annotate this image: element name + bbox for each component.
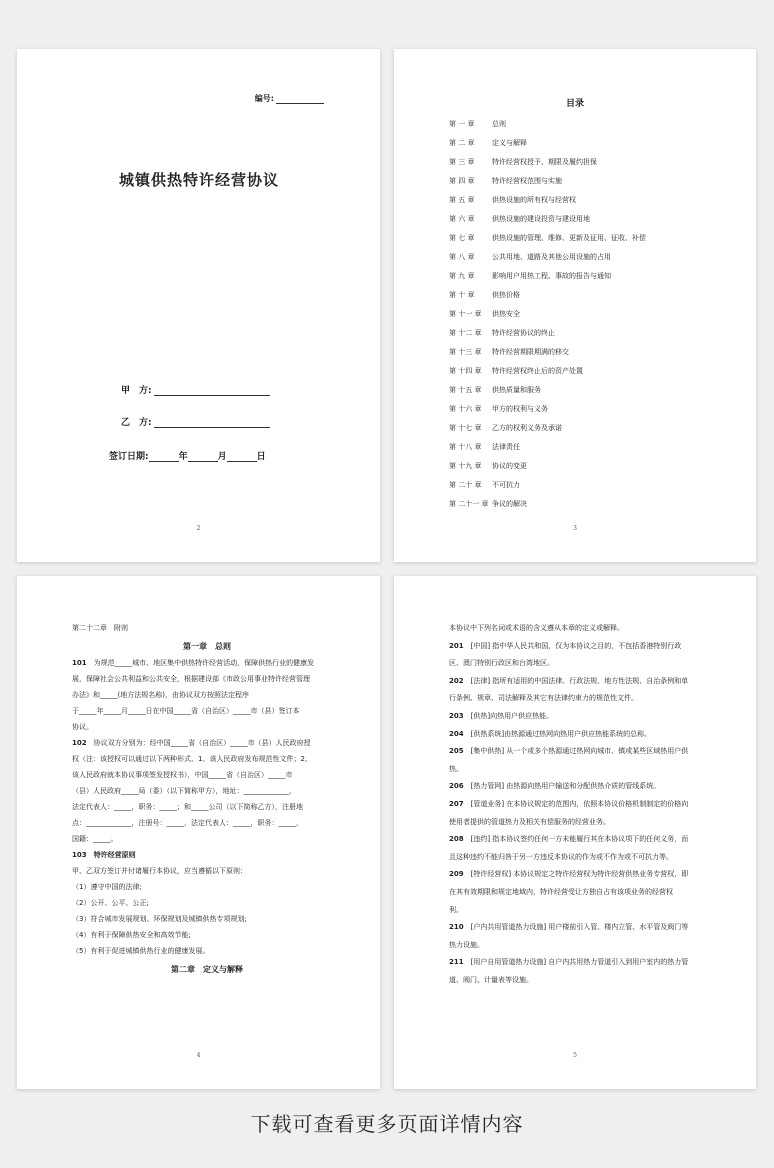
- principle-item: （2）公开、公平、公正;: [72, 899, 149, 907]
- definition-208: 208 [违约] 指本协议签约任何一方未能履行其在本协议项下的任何义务，而: [449, 835, 689, 844]
- toc-chapter-number: 第 十二 章: [449, 329, 482, 337]
- toc-page: [394, 49, 756, 562]
- toc-chapter-title: 协议的变更: [492, 462, 527, 470]
- text-line: 国籍：_____。: [72, 835, 118, 843]
- principle-item: （4）有利于保障供热安全和高效节能;: [72, 931, 191, 939]
- toc-chapter-title: 甲方的权利与义务: [492, 405, 548, 413]
- toc-chapter-number: 第 二 章: [449, 139, 475, 147]
- sign-date-field: 签订日期: 年 月 日: [109, 452, 266, 462]
- toc-item: [449, 234, 646, 253]
- toc-chapter-number: 第 十三 章: [449, 348, 482, 356]
- toc-chapter-number: 第 一 章: [449, 120, 475, 128]
- text-line: 甲、乙双方签订并付诸履行本协议，应当遵循以下原则：: [72, 867, 247, 875]
- toc-item: [449, 424, 646, 443]
- toc-item: [449, 253, 646, 272]
- toc-item: [449, 120, 646, 139]
- page-number: 5: [573, 1052, 577, 1059]
- toc-item: [449, 272, 646, 291]
- text-line: 权（注：该授权可以通过以下两种形式、1、该人民政府发布规范性文件；2、: [72, 755, 312, 763]
- definition-202: 202 [法律] 指所有适用的中国法律、行政法规、地方性法规、自治条例和单: [449, 676, 689, 685]
- toc-chapter-title: 不可抗力: [492, 481, 520, 489]
- toc-list: [449, 120, 646, 519]
- text-line: （县）人民政府_____局（委）（以下简称甲方），地址：_____________，: [72, 787, 296, 795]
- toc-item: [449, 386, 646, 405]
- text-line: 点：_____________，注册号：_____，法定代表人：_____，职务：_____，: [72, 819, 303, 827]
- text-line: 展，保障社会公共利益和公共安全，根据建设部《市政公用事业特许经营管理: [72, 675, 310, 683]
- toc-chapter-title: 特许经营权范围与实施: [492, 177, 562, 185]
- toc-chapter-title: 特许经营权终止后的资产处置: [492, 367, 583, 375]
- toc-item: [449, 462, 646, 481]
- toc-chapter-title: 定义与解释: [492, 139, 527, 147]
- toc-chapter-number: 第 十五 章: [449, 386, 482, 394]
- serial-number: 编号:: [255, 93, 324, 104]
- toc-item: [449, 158, 646, 177]
- toc-chapter-title: 供热设施的所有权与经营权: [492, 196, 576, 204]
- text-line: 热。: [449, 764, 463, 773]
- text-line: 本协议中下列名词或术语的含义遵从本章的定义或解释。: [449, 624, 624, 632]
- toc-item: [449, 139, 646, 158]
- definition-204: 204 [供热系统]由热源通过热网向热用户供应热能系统的总称。: [449, 729, 652, 738]
- text-line: 区、澳门特别行政区和台湾地区。: [449, 659, 554, 668]
- chapter-heading: 第一章 总则: [183, 642, 231, 651]
- toc-tail-line: 第二十二章 附则: [72, 624, 128, 632]
- toc-item: [449, 291, 646, 310]
- toc-chapter-number: 第 六 章: [449, 215, 475, 223]
- toc-chapter-title: 公共用地、道路及其他公用设施的占用: [492, 253, 611, 261]
- toc-item: [449, 196, 646, 215]
- toc-chapter-number: 第 三 章: [449, 158, 475, 166]
- page-body: [449, 620, 709, 989]
- document-title: 城镇供热特许经营协议: [119, 171, 280, 189]
- toc-chapter-number: 第 十四 章: [449, 367, 482, 375]
- article-101: 101 为规范_____城市、地区集中供热特许经营活动，保障供热行业的健康发: [72, 659, 315, 667]
- article-103-title: 103 特许经营原则: [72, 851, 136, 859]
- toc-chapter-title: 乙方的权利义务及承诺: [492, 424, 562, 432]
- principle-item: （5）有利于促进城镇供热行业的健康发展。: [72, 947, 210, 955]
- principle-item: （1）遵守中国的法律;: [72, 883, 142, 891]
- definition-209: 209 [特许经营权] 本协议规定之特许经营权为特许经营供热业务专营权，即: [449, 870, 689, 879]
- text-line: 办法》和_____(地方法规名称)，由协议双方按照法定程序: [72, 691, 249, 699]
- toc-item: [449, 500, 646, 519]
- toc-item: [449, 443, 646, 462]
- text-line: 于_____年_____月_____日在中国_____省（自治区）_____市（县）签订本: [72, 707, 300, 715]
- toc-chapter-title: 总则: [492, 120, 506, 128]
- toc-item: [449, 481, 646, 500]
- definition-211: 211 [用户自用管道热力设施] 自户内共用热力管道引入到用户室内的热力管: [449, 958, 689, 967]
- toc-chapter-number: 第 九 章: [449, 272, 475, 280]
- download-more-caption: 下载可查看更多页面详情内容: [250, 1112, 524, 1136]
- toc-item: [449, 367, 646, 386]
- text-line: 法定代表人：_____，职务：_____；和_____公司（以下简称乙方），注册地: [72, 803, 303, 811]
- toc-item: [449, 177, 646, 196]
- text-line: 且这种违约不能归咎于另一方违反本协议的作为或不作为或不可抗力等。: [449, 852, 673, 861]
- text-line: 利。: [449, 905, 463, 914]
- toc-chapter-title: 特许经营期限期满的移交: [492, 348, 569, 356]
- toc-chapter-number: 第 十 章: [449, 291, 475, 299]
- toc-chapter-title: 供热价格: [492, 291, 520, 299]
- toc-item: [449, 310, 646, 329]
- toc-chapter-title: 供热安全: [492, 310, 520, 318]
- toc-chapter-number: 第 十七 章: [449, 424, 482, 432]
- text-line: 行条例、规章、司法解释及其它有法律约束力的规范性文件。: [449, 694, 638, 703]
- toc-chapter-title: 特许经营协议的终止: [492, 329, 555, 337]
- party-b-field: 乙 方:: [121, 415, 270, 428]
- definition-207: 207 [管道业务] 在本协议规定的范围内，依照本协议价格机制制定的价格向: [449, 799, 689, 808]
- page-number: 3: [573, 525, 577, 532]
- definition-203: 203 [供热]向热用户供应热能。: [449, 711, 554, 720]
- toc-title: 目录: [565, 99, 584, 109]
- page-number: 2: [196, 525, 201, 532]
- toc-chapter-number: 第 十六 章: [449, 405, 482, 413]
- toc-chapter-number: 第 二十 章: [449, 481, 482, 489]
- text-line: 使用者提供的管道热力及相关有偿服务的经营业务。: [449, 817, 610, 826]
- toc-chapter-number: 第 四 章: [449, 177, 475, 185]
- toc-chapter-title: 供热设施的建设投资与建设用地: [492, 215, 590, 223]
- cover-page: [17, 49, 380, 562]
- definition-205: 205 [集中供热] 从一个或多个热源通过热网向城市、镇或某些区域热用户供: [449, 747, 689, 756]
- toc-chapter-title: 特许经营权授予、期限及履约担保: [492, 158, 597, 166]
- text-line: 该人民政府就本协议事项签发授权书），中国_____省（自治区）_____市: [72, 771, 293, 779]
- toc-chapter-number: 第 八 章: [449, 253, 475, 261]
- page-body: [72, 620, 342, 978]
- toc-item: [449, 405, 646, 424]
- party-a-field: 甲 方:: [121, 383, 270, 396]
- text-line: 道、阀门、计量表等设施。: [449, 975, 533, 984]
- definition-210: 210 [户内共用管道热力设施] 用户楼前引入管、楼内立管、水平管及阀门等: [449, 923, 689, 932]
- toc-chapter-title: 供热设施的管理、维修、更新及征用、征收、补偿: [492, 234, 646, 242]
- toc-chapter-number: 第 二十一 章: [449, 500, 489, 508]
- definition-201: 201 [中国] 指中华人民共和国，仅为本协议之目的，不包括香港特别行政: [449, 641, 682, 650]
- toc-chapter-title: 法律责任: [492, 443, 520, 451]
- chapter-one-page: [17, 576, 380, 1089]
- toc-chapter-number: 第 十九 章: [449, 462, 482, 470]
- text-line: 协议。: [72, 723, 93, 731]
- definition-206: 206 [热力管网] 由热源向热用户输送和分配供热介质的管线系统。: [449, 782, 661, 791]
- toc-item: [449, 215, 646, 234]
- article-102: 102 协议双方分别为：经中国_____省（自治区）_____市（县）人民政府授: [72, 739, 311, 747]
- toc-chapter-title: 争议的解决: [492, 500, 527, 508]
- toc-chapter-number: 第 五 章: [449, 196, 475, 204]
- toc-item: [449, 348, 646, 367]
- principle-item: （3）符合城市发展规划、环保规划及城镇供热专项规划;: [72, 915, 247, 923]
- toc-item: [449, 329, 646, 348]
- toc-chapter-title: 影响用户用热工程、事故的报告与通知: [492, 272, 611, 280]
- toc-chapter-number: 第 十一 章: [449, 310, 482, 318]
- text-line: 在其有效期限和规定地域内，特许经营受让方独自占有该项业务的经营权: [449, 887, 673, 896]
- page-number: 4: [196, 1052, 201, 1059]
- toc-chapter-title: 供热质量和服务: [492, 386, 541, 394]
- chapter-heading: 第二章 定义与解释: [171, 965, 243, 974]
- toc-chapter-number: 第 七 章: [449, 234, 475, 242]
- text-line: 热力设施。: [449, 940, 484, 949]
- definitions-page: [394, 576, 756, 1089]
- toc-chapter-number: 第 十八 章: [449, 443, 482, 451]
